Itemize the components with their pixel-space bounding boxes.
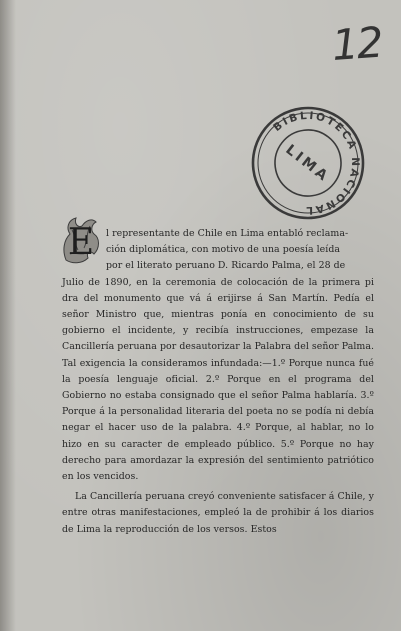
page-shadow-edge (0, 0, 16, 631)
paragraph-1-continued: Julio de 1890, en la ceremonia de colocación de la primera pi dra del monumento que vá á erijirse á San Martín. Pedía el señor Ministro que, mientras ponía en conocimiento de su gobierno el incidente, y recibía instrucciones, empezase la Cancillería peruana por desautorizar la Palabra del señor Palma. Tal exigencia la consideramos infundada:—1.º Porque nunca fué la poesía lenguaje oficial. 2.º Porque en el programa del Gobierno no estaba consignado que el señor Palma hablaría. 3.º Porque á la personalidad literaria del poeta no se podía ni debía negar el hacer uso de la palabra. 4.º Porque, al hablar, no lo hizo en su caracter de empleado público. 5.º Porque no hay derecho para amordazar la expresión del sentimiento patriótico en los vencidos. (62, 276, 374, 483)
drop-cap-letter: E (67, 222, 95, 263)
paragraph-2: La Cancillería peruana creyó conveniente satisfacer á Chile, y entre otras manifestaciones, empleó la de prohibir á los diarios de Lima la reproducción de los versos. Estos (62, 491, 374, 535)
stamp-outer-text: BIBLIOTECA NACIONAL (271, 109, 362, 217)
folio-number: 12 (330, 17, 384, 70)
paragraph-1 (62, 226, 374, 485)
body-text (62, 226, 374, 538)
stamp-seal-icon (247, 102, 369, 224)
text-line: por el literato peruano D. Ricardo Palma, el 28 de (106, 260, 346, 272)
text-line: ción diplomática, con motivo de una poesía leída (106, 244, 341, 256)
text-line: l representante de Chile en Lima entabló reclama- (106, 228, 349, 239)
library-stamp (247, 102, 369, 224)
stamp-center-text: LIMA (282, 141, 333, 186)
